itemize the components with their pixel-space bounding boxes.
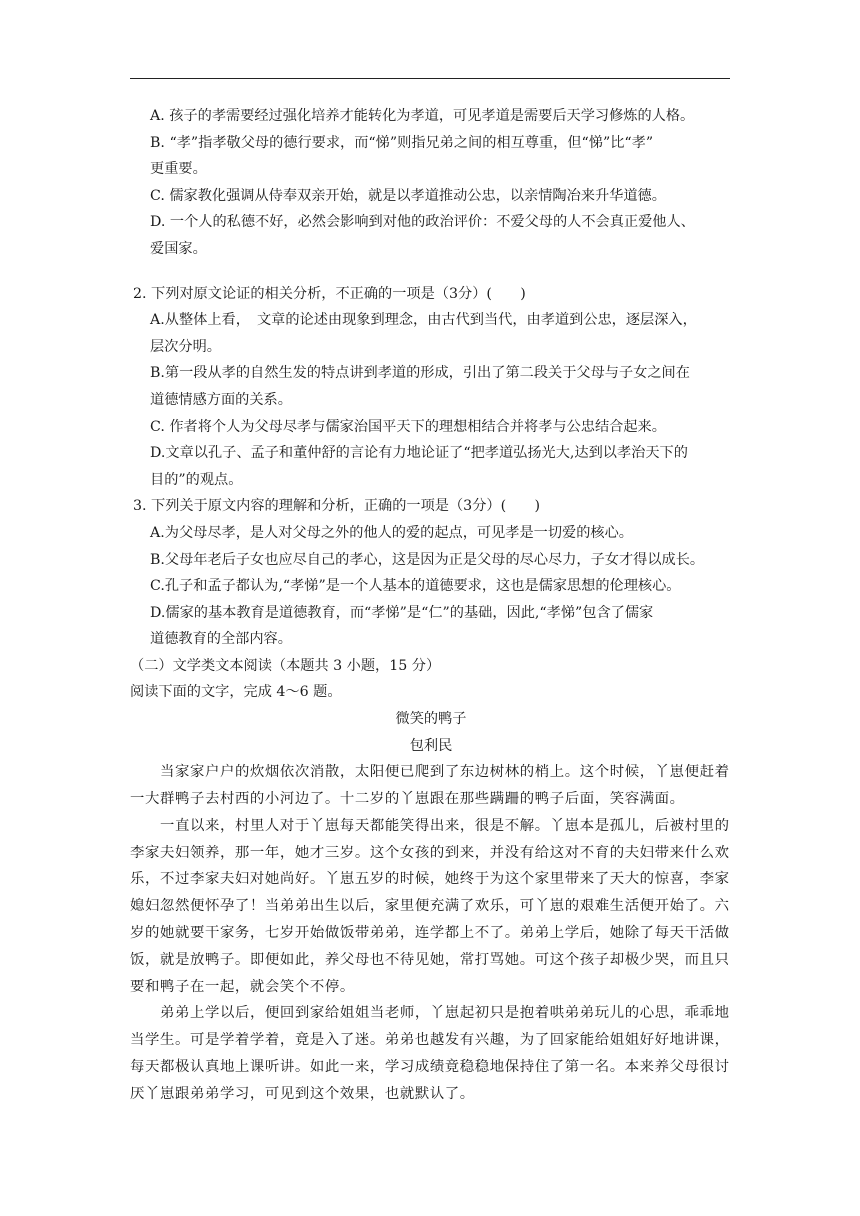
q1-option-b: B. “孝”指孝敬父母的德行要求，而“悌”则指兄弟之间的相互尊重，但“悌”比“孝” (150, 134, 654, 151)
story-line: 岁的她就要干家务，七岁开始做饭带弟弟，连学都上不了。弟弟上学后，她除了每天干活做 (130, 925, 730, 942)
q2-option-d-cont: 目的”的观点。 (150, 471, 243, 488)
story-line: 李家夫妇领养，那一年，她才三岁。这个女孩的到来，并没有给这对不育的夫妇带来什么欢 (130, 844, 730, 861)
story-body (130, 759, 732, 1107)
story-line: 饭，就是放鸭子。即便如此，养父母也不待见她，常打骂她。可这个孩子却极少哭，而且只 (130, 951, 730, 968)
q1-option-a: A. 孩子的孝需要经过强化培养才能转化为孝道，可见孝道是需要后天学习修炼的人格。 (150, 108, 695, 124)
q1-option-b-cont: 更重要。 (150, 161, 207, 178)
story-line: 要和鸭子在一起，就会笑个不停。 (130, 978, 355, 995)
story-title: 微笑的鸭子 (395, 711, 467, 728)
story-line: 一大群鸭子去村西的小河边了。十二岁的丫崽跟在那些蹒跚的鸭子后面，笑容满面。 (130, 791, 685, 808)
document-page (130, 103, 732, 1108)
story-line: 每天都极认真地上课听讲。如此一来，学习成绩竟稳稳地保持住了第一名。本来养父母很讨 (130, 1059, 730, 1076)
q3-option-c: C.孔子和孟子都认为,“孝悌”是一个人基本的道德要求，这也是儒家思想的伦理核心。 (150, 578, 681, 595)
story-line: 厌丫崽跟弟弟学习，可见到这个效果，也就默认了。 (130, 1085, 475, 1102)
section-instruction: 阅读下面的文字，完成 4～6 题。 (130, 684, 342, 701)
q2-option-a: A.从整体上看， 文章的论述由现象到理念，由古代到当代，由孝道到公忠，逐层深入， (150, 312, 697, 329)
q1-option-d: D. 一个人的私德不好，必然会影响到对他的政治评价：不爱父母的人不会真正爱他人、 (150, 214, 695, 231)
story-paragraph (130, 759, 732, 813)
q3-option-d-cont: 道德教育的全部内容。 (150, 631, 292, 648)
q3-stem: 3. 下列关于原文内容的理解和分析，正确的一项是（3分）( ) (133, 498, 541, 515)
q2-option-b: B.第一段从孝的自然生发的特点讲到孝道的形成，引出了第二段关于父母与子女之间在 (150, 365, 690, 382)
question-3 (130, 493, 732, 653)
story-author: 包利民 (409, 737, 453, 754)
section-2 (130, 653, 732, 759)
header-rule (130, 78, 730, 79)
q3-option-b: B.父母年老后子女也应尽自己的孝心，这是因为正是父母的尽心尽力，子女才得以成长。 (150, 551, 705, 568)
q3-option-a: A.为父母尽孝，是人对父母之外的他人的爱的起点，可见孝是一切爱的核心。 (150, 524, 633, 541)
q2-option-b-cont: 道德情感方面的关系。 (150, 391, 292, 408)
story-line: 乐，不过李家夫妇对她尚好。丫崽五岁的时候，她终于为这个家里带来了天大的惊喜，李家 (130, 871, 730, 888)
section-heading: （二）文学类文本阅读（本题共 3 小题，15 分） (130, 657, 441, 674)
question-2 (130, 281, 732, 494)
story-line: 当学生。可是学着学着，竟是入了迷。弟弟也越发有兴趣，为了回家能给姐姐好好地讲课， (130, 1032, 730, 1049)
q3-option-d: D.儒家的基本教育是道德教育，而“孝悌”是“仁”的基础，因此,“孝悌”包含了儒家 (150, 604, 654, 621)
story-line: 媳妇忽然便怀孕了！当弟弟出生以后，家里便充满了欢乐，可丫崽的艰难生活便开始了。六 (130, 898, 730, 915)
q1-options (130, 103, 732, 263)
story-line: 弟弟上学以后，便回到家给姐姐当老师，丫崽起初只是抱着哄弟弟玩儿的心思，乖乖地 (160, 1005, 730, 1022)
q1-option-c: C. 儒家教化强调从侍奉双亲开始，就是以孝道推动公忠，以亲情陶冶来升华道德。 (150, 187, 666, 204)
q2-option-c: C. 作者将个人为父母尽孝与儒家治国平天下的理想相结合并将孝与公忠结合起来。 (150, 418, 666, 435)
q2-option-a-cont: 层次分明。 (150, 338, 221, 355)
story-paragraph (130, 813, 732, 1001)
q2-option-d: D.文章以孔子、孟子和董仲舒的言论有力地论证了“把孝道弘扬光大,达到以孝治天下的 (150, 445, 688, 462)
story-line: 当家家户户的炊烟依次消散，太阳便已爬到了东边树林的梢上。这个时候，丫崽便赶着 (160, 764, 730, 781)
q2-stem: 2. 下列对原文论证的相关分析，不正确的一项是（3分）( ) (133, 285, 526, 302)
story-paragraph (130, 1000, 732, 1107)
q1-option-d-cont: 爱国家。 (150, 240, 207, 257)
story-line: 一直以来，村里人对于丫崽每天都能笑得出来，很是不解。丫崽本是孤儿，后被村里的 (160, 817, 730, 834)
